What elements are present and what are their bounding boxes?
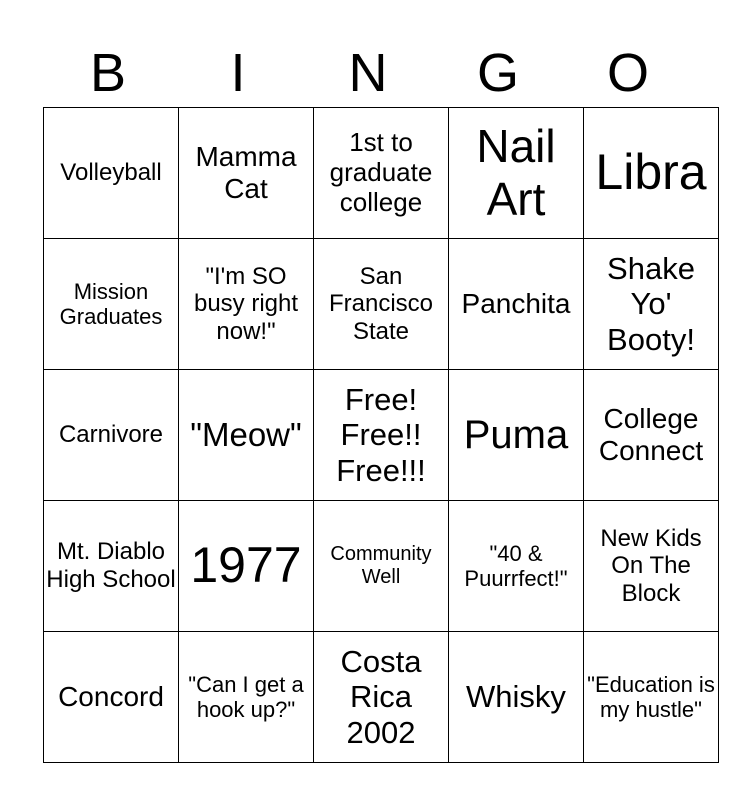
- header-letter-i: I: [230, 43, 246, 103]
- bingo-cell[interactable]: Mission Graduates: [44, 239, 179, 370]
- board-row: [44, 501, 719, 632]
- bingo-cell[interactable]: Libra: [584, 108, 719, 239]
- board-row: [44, 239, 719, 370]
- bingo-cell[interactable]: Volleyball: [44, 108, 179, 239]
- bingo-cell[interactable]: Shake Yo' Booty!: [584, 239, 719, 370]
- bingo-cell[interactable]: Nail Art: [449, 108, 584, 239]
- bingo-cell[interactable]: Mt. Diablo High School: [44, 501, 179, 632]
- bingo-cell[interactable]: Whisky: [449, 632, 584, 763]
- board-row: [44, 108, 719, 239]
- header-letter-g: G: [476, 43, 519, 103]
- bingo-cell[interactable]: "40 & Puurrfect!": [449, 501, 584, 632]
- bingo-cell[interactable]: Community Well: [314, 501, 449, 632]
- bingo-cell[interactable]: Free! Free!! Free!!!: [314, 370, 449, 501]
- bingo-cell[interactable]: Puma: [449, 370, 584, 501]
- bingo-cell[interactable]: Mamma Cat: [179, 108, 314, 239]
- header-letter-o: O: [606, 43, 649, 103]
- bingo-header: [43, 40, 693, 106]
- bingo-cell[interactable]: 1977: [179, 501, 314, 632]
- bingo-cell[interactable]: Panchita: [449, 239, 584, 370]
- bingo-cell[interactable]: New Kids On The Block: [584, 501, 719, 632]
- bingo-cell[interactable]: "Education is my hustle": [584, 632, 719, 763]
- header-letter-b: B: [89, 43, 127, 103]
- bingo-cell[interactable]: Concord: [44, 632, 179, 763]
- bingo-board: [43, 107, 719, 763]
- bingo-cell[interactable]: "I'm SO busy right now!": [179, 239, 314, 370]
- board-row: [44, 632, 719, 763]
- bingo-cell[interactable]: "Meow": [179, 370, 314, 501]
- bingo-cell[interactable]: Costa Rica 2002: [314, 632, 449, 763]
- bingo-cell[interactable]: San Francisco State: [314, 239, 449, 370]
- bingo-cell[interactable]: "Can I get a hook up?": [179, 632, 314, 763]
- bingo-cell[interactable]: 1st to graduate college: [314, 108, 449, 239]
- board-row: [44, 370, 719, 501]
- bingo-cell[interactable]: Carnivore: [44, 370, 179, 501]
- header-letter-n: N: [348, 43, 388, 103]
- bingo-cell[interactable]: College Connect: [584, 370, 719, 501]
